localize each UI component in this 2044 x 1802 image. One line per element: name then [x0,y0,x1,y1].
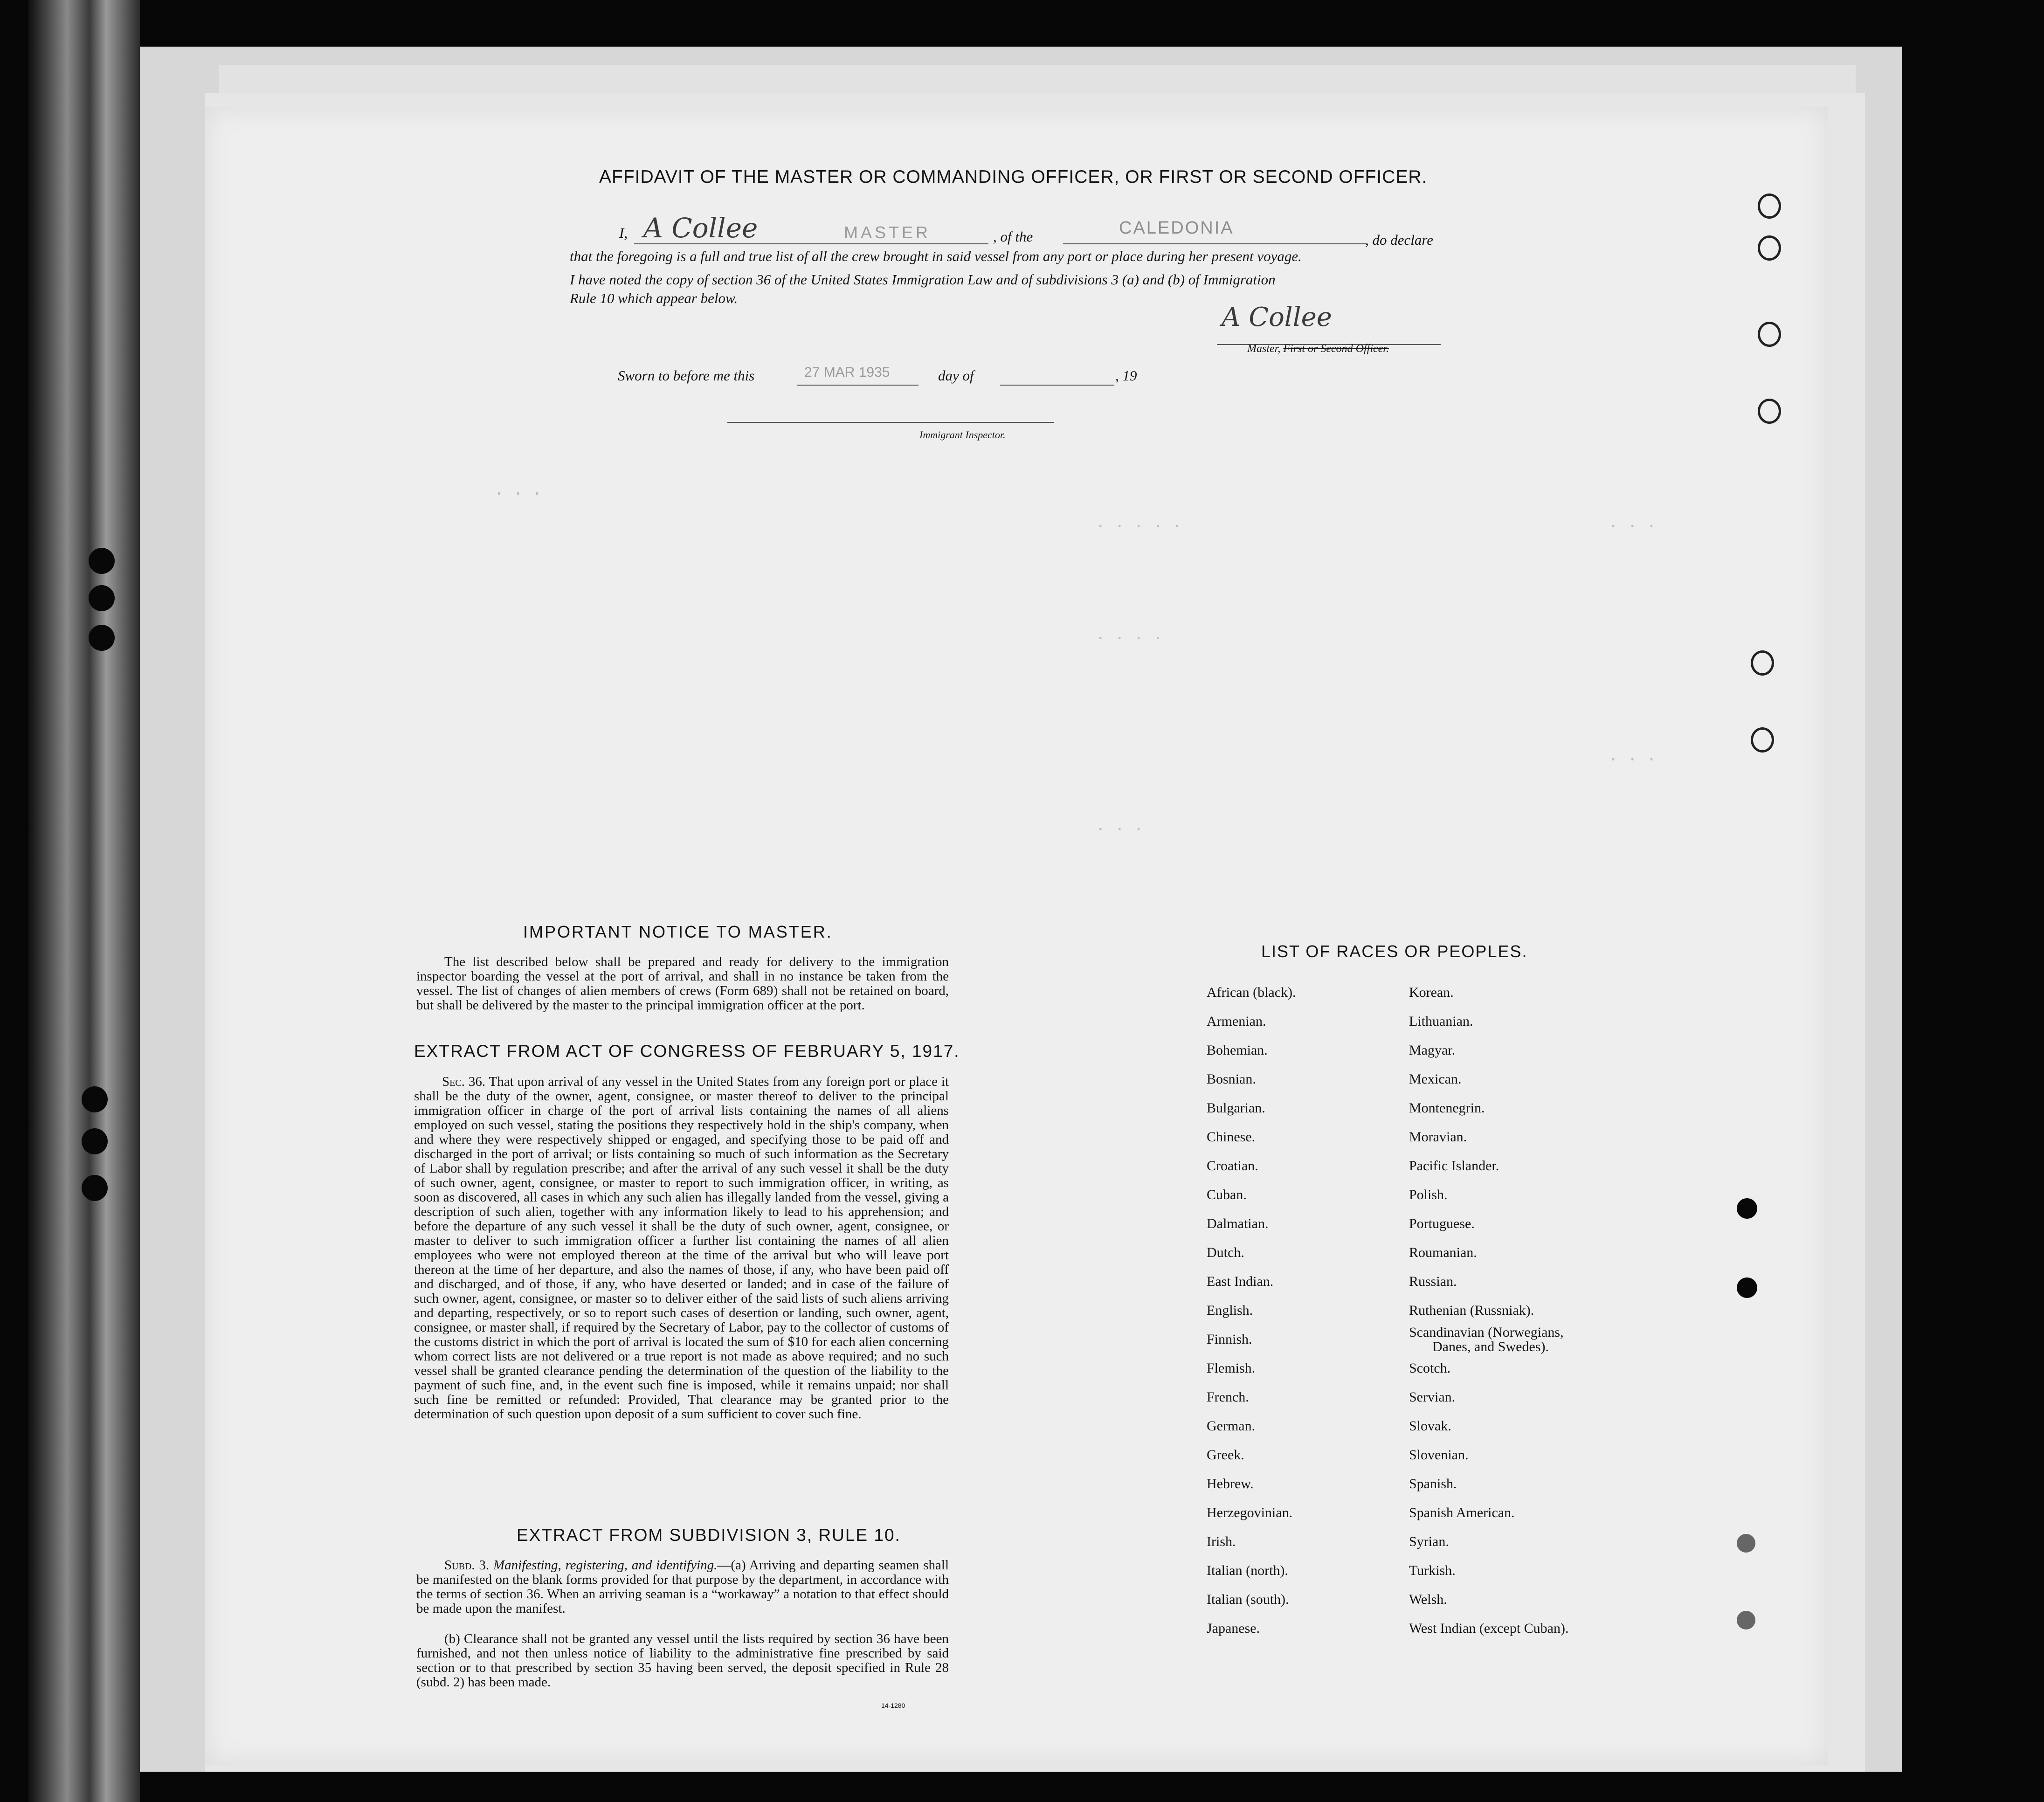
affidavit-line3: I have noted the copy of section 36 of the United States Immigration Law and of subdivisions 3 (a) and (b) of Immigration [570,271,1276,288]
inspector-label: Immigrant Inspector. [919,429,1006,441]
punch-ring [1758,322,1781,347]
race-item: Greek. [1207,1447,1244,1463]
act-extract-title: EXTRACT FROM ACT OF CONGRESS OF FEBRUARY 5, 1917. [414,1042,960,1061]
notice-text: The list described below shall be prepared and ready for delivery to the immigration inspector boarding the vessel at the port of arrival, and shall in no instance be taken from the vessel. The list of changes of alien members of crews (Form 689) shall not be retained on board, but shall be delivered by the master to the principal immigration officer at the port. [416,954,949,1013]
notice-title: IMPORTANT NOTICE TO MASTER. [523,922,833,941]
day-line [797,385,918,386]
sworn-label: Sworn to before me this [618,367,755,384]
race-item: Roumanian. [1409,1245,1477,1260]
race-item: Bohemian. [1207,1043,1268,1058]
document-page [205,107,1828,1765]
race-item: Korean. [1409,985,1454,1000]
binding-edge [28,0,140,1802]
race-item: Irish. [1207,1534,1236,1549]
race-item: Slovenian. [1409,1447,1469,1463]
races-column-2 [1409,978,1568,1643]
race-item: Montenegrin. [1409,1100,1485,1116]
race-item: Servian. [1409,1389,1456,1405]
race-item: Croatian. [1207,1158,1258,1174]
year-label: , 19 [1115,367,1137,384]
punch-ring [1751,727,1774,753]
race-item: Dalmatian. [1207,1216,1269,1231]
punch-ring [1758,399,1781,424]
ghost-mark: . . . . . [1096,513,1182,532]
race-item: Slovak. [1409,1418,1451,1434]
race-item: Armenian. [1207,1014,1266,1029]
subd-heading: Manifesting, registering, and identifying. [493,1558,718,1573]
race-item: Spanish American. [1409,1505,1515,1520]
binder-hole [82,1086,108,1112]
race-item: Magyar. [1409,1043,1456,1058]
binder-hole [82,1128,108,1154]
race-item: Mexican. [1409,1071,1462,1087]
signer-role [1247,343,1389,355]
rank-stamp: MASTER [844,223,931,242]
master-signature-2: A Collee [1222,302,1332,332]
race-item: Italian (north). [1207,1563,1288,1578]
race-item: Syrian. [1409,1534,1449,1549]
i-label: I, [619,225,628,241]
race-item: Welsh. [1409,1592,1447,1607]
race-item: Spanish. [1409,1476,1457,1491]
binder-hole [89,625,115,651]
race-item: Herzegovinian. [1207,1505,1293,1520]
punch-hole [1737,1534,1755,1553]
race-item: West Indian (except Cuban). [1409,1621,1569,1636]
race-item: Ruthenian (Russniak). [1409,1303,1534,1318]
rule-extract-a [416,1558,949,1616]
race-item: Turkish. [1409,1563,1456,1578]
punch-ring [1758,235,1781,261]
affidavit-line2: that the foregoing is a full and true list of all the crew brought in said vessel from any port or place during her present voyage. [570,248,1302,264]
race-item: Dutch. [1207,1245,1244,1260]
ghost-mark: . . . . [1096,625,1163,643]
sworn-date-stamp: 27 MAR 1935 [804,365,890,380]
race-item: Japanese. [1207,1621,1260,1636]
race-item: Russian. [1409,1274,1457,1289]
ghost-mark: . . . [1609,746,1657,765]
race-item: Cuban. [1207,1187,1247,1202]
race-item: French. [1207,1389,1249,1405]
role-struck: First or Second Officer. [1283,343,1389,355]
affidavit-title: AFFIDAVIT OF THE MASTER OR COMMANDING OFFICER, OR FIRST OR SECOND OFFICER. [599,167,1428,187]
race-item: Flemish. [1207,1360,1256,1376]
race-item: Hebrew. [1207,1476,1254,1491]
races-column-1 [1207,978,1296,1643]
vessel-name: CALEDONIA [1119,218,1234,238]
act-extract-body [414,1075,949,1422]
of-the-label: , of the [993,228,1033,245]
race-item: Moravian. [1409,1129,1467,1145]
subd-label: Subd. 3. [444,1558,490,1573]
binder-hole [89,585,115,611]
inspector-line [727,422,1054,423]
race-item: Danes, and Swedes). [1432,1339,1549,1354]
punch-hole [1737,1277,1757,1298]
race-item: Bulgarian. [1207,1100,1265,1116]
race-item: German. [1207,1418,1256,1434]
declare-label: , do declare [1365,232,1434,248]
rule-extract-title: EXTRACT FROM SUBDIVISION 3, RULE 10. [517,1526,901,1545]
ghost-mark: . . . [1609,513,1657,532]
punch-hole [1737,1611,1755,1629]
section-label: Sec. 36. [442,1074,486,1089]
race-item: Scotch. [1409,1360,1451,1376]
race-item: Italian (south). [1207,1592,1289,1607]
races-title: LIST OF RACES OR PEOPLES. [1261,942,1528,961]
form-number: 14-1280 [881,1702,905,1709]
rule-text-a: —(a) Arriving and departing seamen shall be manifested on the blank forms provided for that purpose by the department, in accordance with the terms of section 36. When an arriving seaman is a “workaway” a notation to that effect should be made upon the manifest. [416,1558,949,1616]
race-item: Portuguese. [1409,1216,1475,1231]
race-item: East Indian. [1207,1274,1274,1289]
vessel-line [1063,243,1366,244]
punch-hole [1737,1198,1757,1219]
master-signature: A Collee [643,212,758,244]
rule-text-b: (b) Clearance shall not be granted any vessel until the lists required by section 36 have been furnished, and not then unless notice of liability to the administrative fine prescribed by said section or to that prescribed by section 35 having been served, the deposit specified in Rule 28 (subd. 2) has been made. [416,1631,949,1690]
act-extract-text: That upon arrival of any vessel in the United States from any foreign port or place it shall be the duty of the owner, agent, consignee, or master thereof to deliver to the principal immigration officer in charge of the port of arrival lists containing the names of all aliens employed on such vessel, stating the positions they respectively hold in the ship's company, when and where they were respectively shipped or engaged, and specifying those to be paid off and discharged in the port of arrival; or lists containing so much of such information as the Secretary of Labor shall by regulation prescribe; and after the arrival of any such vessel it shall be the duty of such owner, agent, consignee, or master to report to such immigration officer, in writing, as soon as discovered, all cases in which any such alien has illegally landed from the vessel, giving a description of such alien, together with any information likely to lead to his apprehension; and before the departure of any such vessel it shall be the duty of such owner, agent, consignee, or master to deliver to such immigration officer a further list containing the names of all alien employees who were not employed thereon at the time of the arrival but who will leave port thereon at the time of her departure, and also the names of those, if any, who have been paid off and discharged, and of those, if any, who have deserted or landed; and in case of the failure of such owner, agent, consignee, or master so to deliver either of the said lists of such aliens arriving and departing, respectively, or so to report such cases of desertion or landing, such owner, agent, consignee, or master shall, if required by the Secretary of Labor, pay to the collector of customs of the customs district in which the port of arrival is located the sum of $10 for each alien concerning whom correct lists are not delivered or a true report is not made as above required; and no such vessel shall be granted clearance pending the determination of the question of the liability to the payment of such fine, and, in the event such fine is imposed, while it remains unpaid; nor shall such fine be remitted or refunded: Provided, That clearance may be granted prior to the determination of such question upon deposit of a sum sufficient to cover such fine. [414,1074,949,1422]
name-line [634,243,988,244]
binder-hole [82,1175,108,1201]
race-item: Scandinavian (Norwegians, [1409,1325,1564,1340]
race-item: Chinese. [1207,1129,1256,1145]
binder-hole [89,548,115,574]
race-item: Lithuanian. [1409,1014,1473,1029]
punch-ring [1751,650,1774,676]
ghost-mark: . . . [494,480,542,499]
race-item: Bosnian. [1207,1071,1256,1087]
race-item: Pacific Islander. [1409,1158,1499,1174]
race-item: African (black). [1207,985,1296,1000]
month-line [1000,385,1114,386]
punch-ring [1758,193,1781,219]
affidavit-line4: Rule 10 which appear below. [570,290,738,306]
role-master: Master, [1247,343,1281,355]
race-item: Polish. [1409,1187,1448,1202]
race-item: Finnish. [1207,1332,1252,1347]
ghost-mark: . . . [1096,816,1144,835]
race-item: English. [1207,1303,1253,1318]
day-of-label: day of [938,367,974,384]
